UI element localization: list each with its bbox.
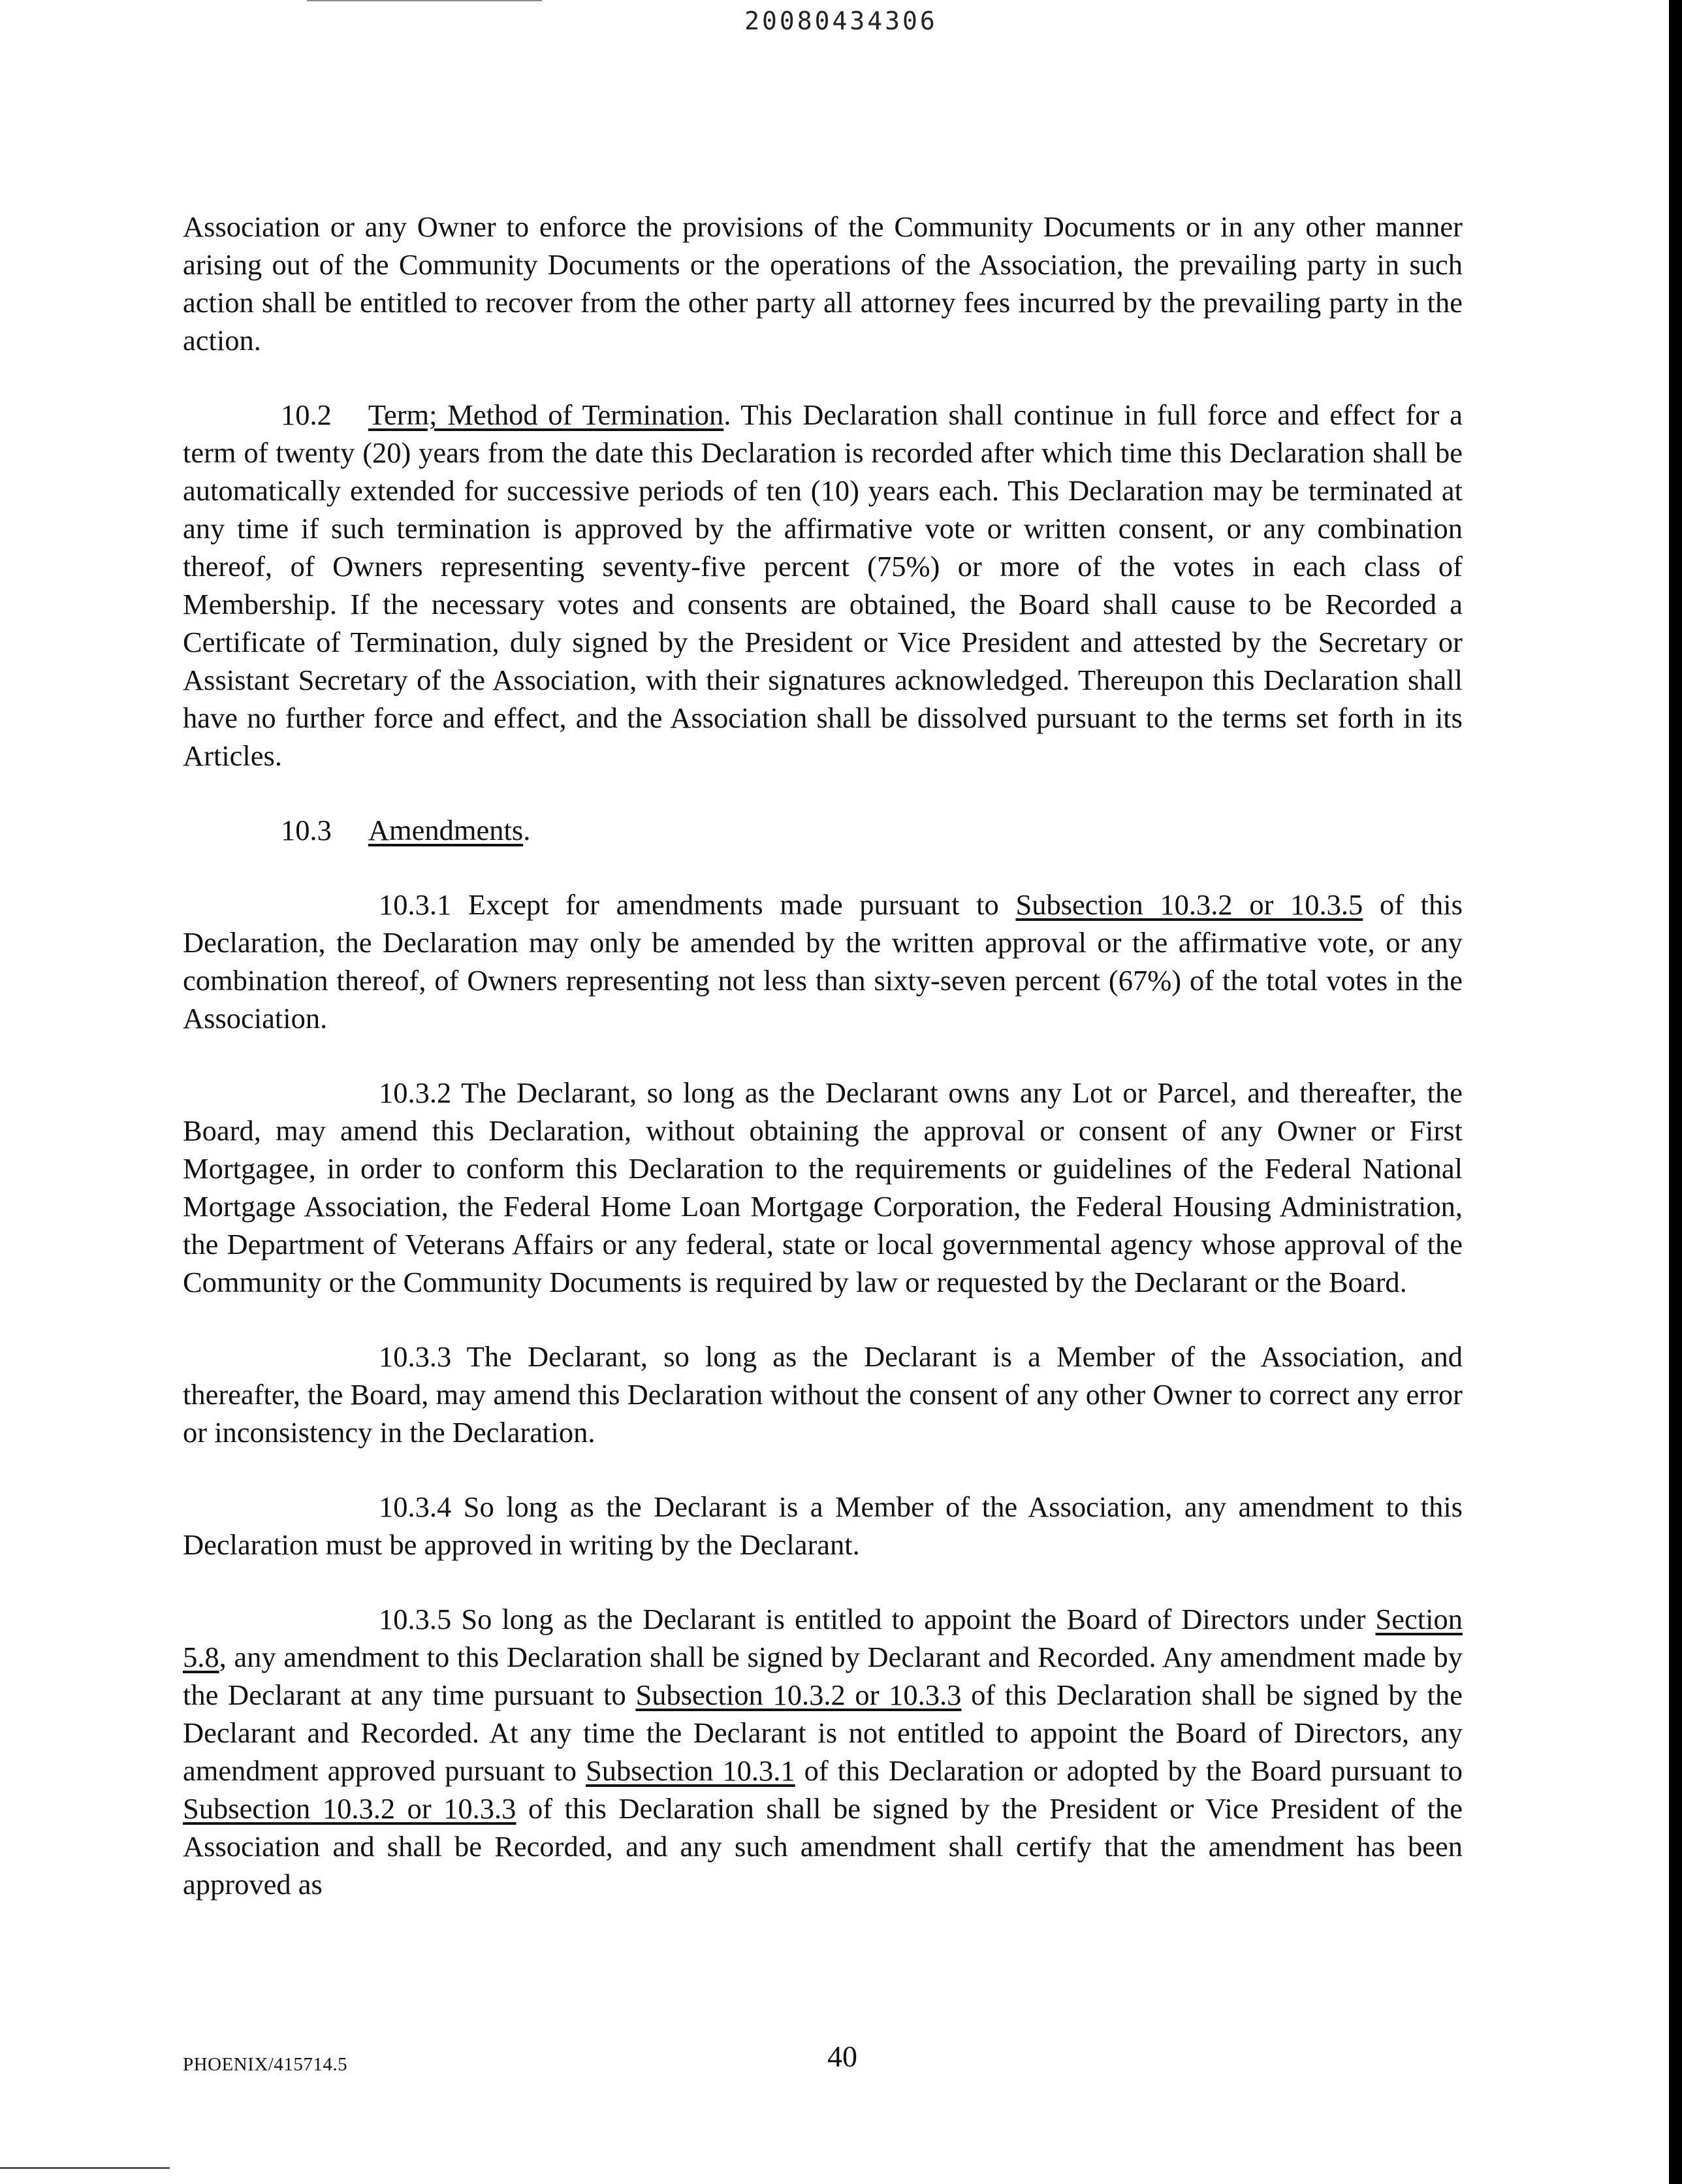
section-10-3-number: 10.3: [281, 814, 332, 846]
subsection-10-3-5-part-4: of this Declaration or adopted by the Board pursuant to: [795, 1754, 1463, 1787]
subsection-10-3-5-paragraph: [183, 1600, 1463, 1903]
scan-edge-border: [1669, 0, 1682, 2184]
subsection-10-3-5-part-3: of this Declaration shall be signed by the Declarant and Recorded. At any time the Declarant is not entitled to appoint the Board of Directors, any amendment approved pursuant to: [183, 1678, 1463, 1787]
scan-artifact-top: [307, 0, 542, 1]
section-10-2-body: . This Declaration shall continue in full force and effect for a term of twenty (20) years from the date this Declaration is recorded after which time this Declaration shall be automatically extended for successive periods of ten (10) years each. This Declaration may be terminated at any time if such termination is approved by the affirmative vote or written consent, or any combination thereof, of Owners representing seventy-five percent (75%) or more of the votes in each class of Membership. If the necessary votes and consents are obtained, the Board shall cause to be Recorded a Certificate of Termination, duly signed by the President or Vice President and attested by the Secretary or Assistant Secretary of the Association, with their signatures acknowledged. Thereupon this Declaration shall have no further force and effect, and the Association shall be dissolved pursuant to the terms set forth in its Articles.: [183, 398, 1463, 772]
subsection-10-3-1-rest: of this Declaration, the Declaration may only be amended by the written approval or the affirmative vote, or any combination thereof, of Owners representing not less than sixty-seven percent (67%) of the total votes in the Association.: [183, 888, 1463, 1035]
subsection-10-3-5-reference-4: Subsection 10.3.2 or 10.3.3: [183, 1792, 516, 1825]
subsection-10-3-1-paragraph: [183, 886, 1463, 1037]
subsection-10-3-2-paragraph: 10.3.2 The Declarant, so long as the Declarant owns any Lot or Parcel, and thereafter, the Board, may amend this Declaration, without obtaining the approval or consent of any Owner or First Mortgagee, in order to conform this Declaration to the requirements or guidelines of the Federal National Mortgage Association, the Federal Home Loan Mortgage Corporation, the Federal Housing Administration, the Department of Veterans Affairs or any federal, state or local governmental agency whose approval of the Community or the Community Documents is required by law or requested by the Declarant or the Board.: [183, 1076, 1463, 1298]
section-10-3-title-suffix: .: [523, 814, 531, 846]
subsection-10-3-5-reference-1: Section 5.8: [183, 1603, 1463, 1673]
subsection-10-3-5-part-5: of this Declaration shall be signed by the President or Vice President of the Association and shall be Recorded, and any such amendment shall certify that the amendment has been approved as: [183, 1792, 1463, 1901]
subsection-10-3-1-lead: 10.3.1 Except for amendments made pursuant to: [379, 888, 1016, 921]
footer-page-number: 40: [827, 2040, 857, 2073]
section-10-3-title: Amendments: [368, 814, 524, 846]
subsection-10-3-5-lead: 10.3.5 So long as the Declarant is entitled to appoint the Board of Directors under: [379, 1603, 1376, 1635]
subsection-10-3-5-part-2: , any amendment to this Declaration shall be signed by Declarant and Recorded. Any amendment made by the Declarant at any time pursuant to: [183, 1641, 1463, 1711]
subsection-10-3-1-reference: Subsection 10.3.2 or 10.3.5: [1015, 888, 1363, 921]
section-10-2-title: Term; Method of Termination: [368, 398, 724, 431]
subsection-10-3-5-reference-2: Subsection 10.3.2 or 10.3.3: [635, 1678, 962, 1711]
document-body: [183, 208, 1463, 1940]
subsection-10-3-3-paragraph: 10.3.3 The Declarant, so long as the Declarant is a Member of the Association, and thereafter, the Board, may amend this Declaration without the consent of any other Owner to correct any error or inconsistency in the Declaration.: [183, 1340, 1463, 1449]
recording-number-stamp: 20080434306: [744, 7, 938, 35]
footer-document-id: PHOENIX/415714.5: [183, 2054, 348, 2075]
continuation-paragraph: Association or any Owner to enforce the provisions of the Community Documents or in any other manner arising out of the Community Documents or the operations of the Association, the prevailing party in such action shall be entitled to recover from the other party all attorney fees incurred by the prevailing party in the action.: [183, 210, 1463, 357]
scan-artifact-bottom: [0, 2167, 170, 2169]
subsection-10-3-5-reference-3: Subsection 10.3.1: [586, 1754, 795, 1787]
section-10-2-number: 10.2: [281, 398, 332, 431]
subsection-10-3-4-paragraph: 10.3.4 So long as the Declarant is a Member of the Association, any amendment to this Declaration must be approved in writing by the Declarant.: [183, 1490, 1463, 1561]
section-10-2-paragraph: [183, 396, 1463, 775]
section-10-3-heading: [183, 811, 1463, 849]
